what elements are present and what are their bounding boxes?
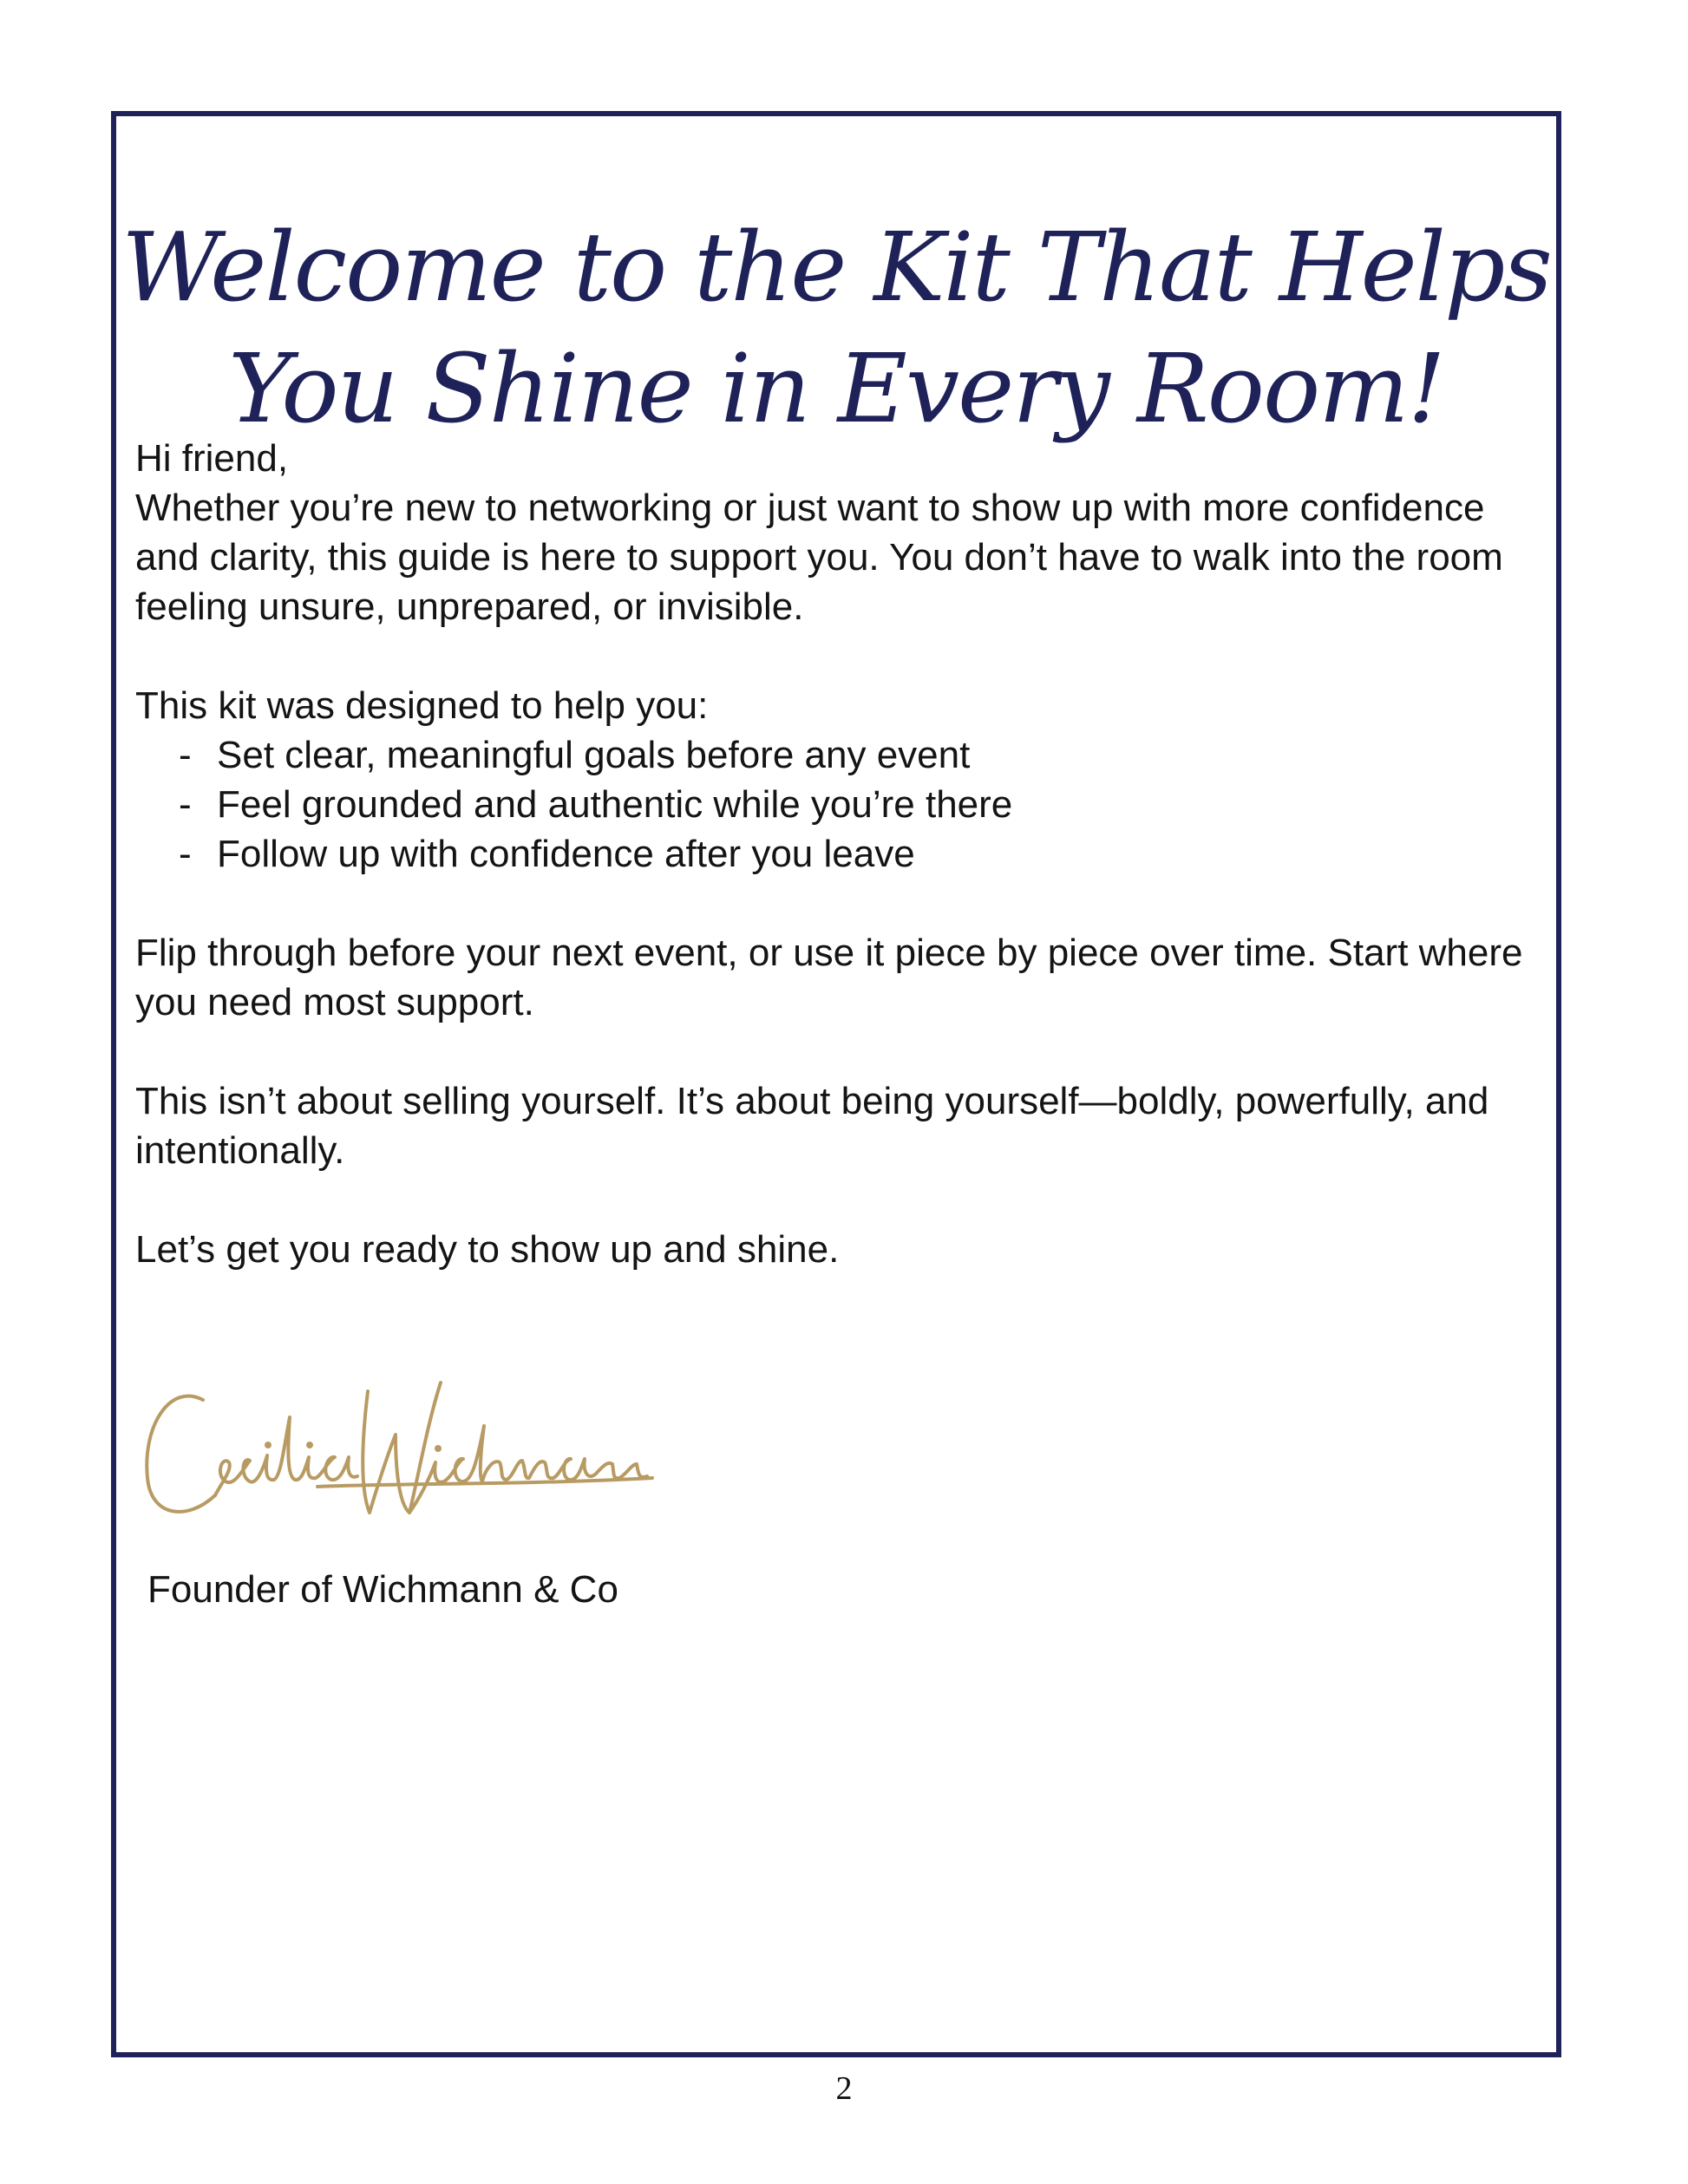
bullet-dash: - xyxy=(179,833,192,875)
closing-line: Let’s get you ready to show up and shine. xyxy=(135,1228,840,1271)
list-heading: This kit was designed to help you: xyxy=(135,684,709,727)
list-item-text: Feel grounded and authentic while you’re there xyxy=(217,783,1013,826)
greeting: Hi friend, xyxy=(135,437,289,480)
benefits-list xyxy=(135,730,1541,879)
flip-through-paragraph: Flip through before your next event, or use it piece by piece over time. Start where you need most support. xyxy=(135,932,1523,1023)
page-frame xyxy=(111,111,1561,2057)
bullet-dash: - xyxy=(179,734,192,776)
list-item-text: Follow up with confidence after you leave xyxy=(217,833,915,875)
page-number: 2 xyxy=(835,2070,853,2107)
letter-body xyxy=(135,434,1541,1274)
list-item xyxy=(179,829,1541,879)
founder-title: Founder of Wichmann & Co xyxy=(147,1568,618,1611)
title-line-2: You Shine in Every Room! xyxy=(228,332,1444,444)
selling-paragraph: This isn’t about selling yourself. It’s about being yourself—boldly, powerfully, and intentionally. xyxy=(135,1080,1489,1172)
handwritten-signature xyxy=(135,1365,656,1539)
page-title xyxy=(116,206,1556,449)
list-item xyxy=(179,780,1541,829)
list-item-text: Set clear, meaningful goals before any event xyxy=(217,734,971,776)
title-line-1: Welcome to the Kit That Helps xyxy=(121,211,1551,323)
spacer xyxy=(135,1027,1541,1076)
bullet-dash: - xyxy=(179,783,192,826)
list-item xyxy=(179,730,1541,780)
spacer xyxy=(135,879,1541,928)
intro-paragraph: Whether you’re new to networking or just want to show up with more confidence and clarity, this guide is here to support you. You don’t have to walk into the room feeling unsure, unprepared, or invisible. xyxy=(135,487,1503,628)
spacer xyxy=(135,1175,1541,1225)
spacer xyxy=(135,631,1541,681)
